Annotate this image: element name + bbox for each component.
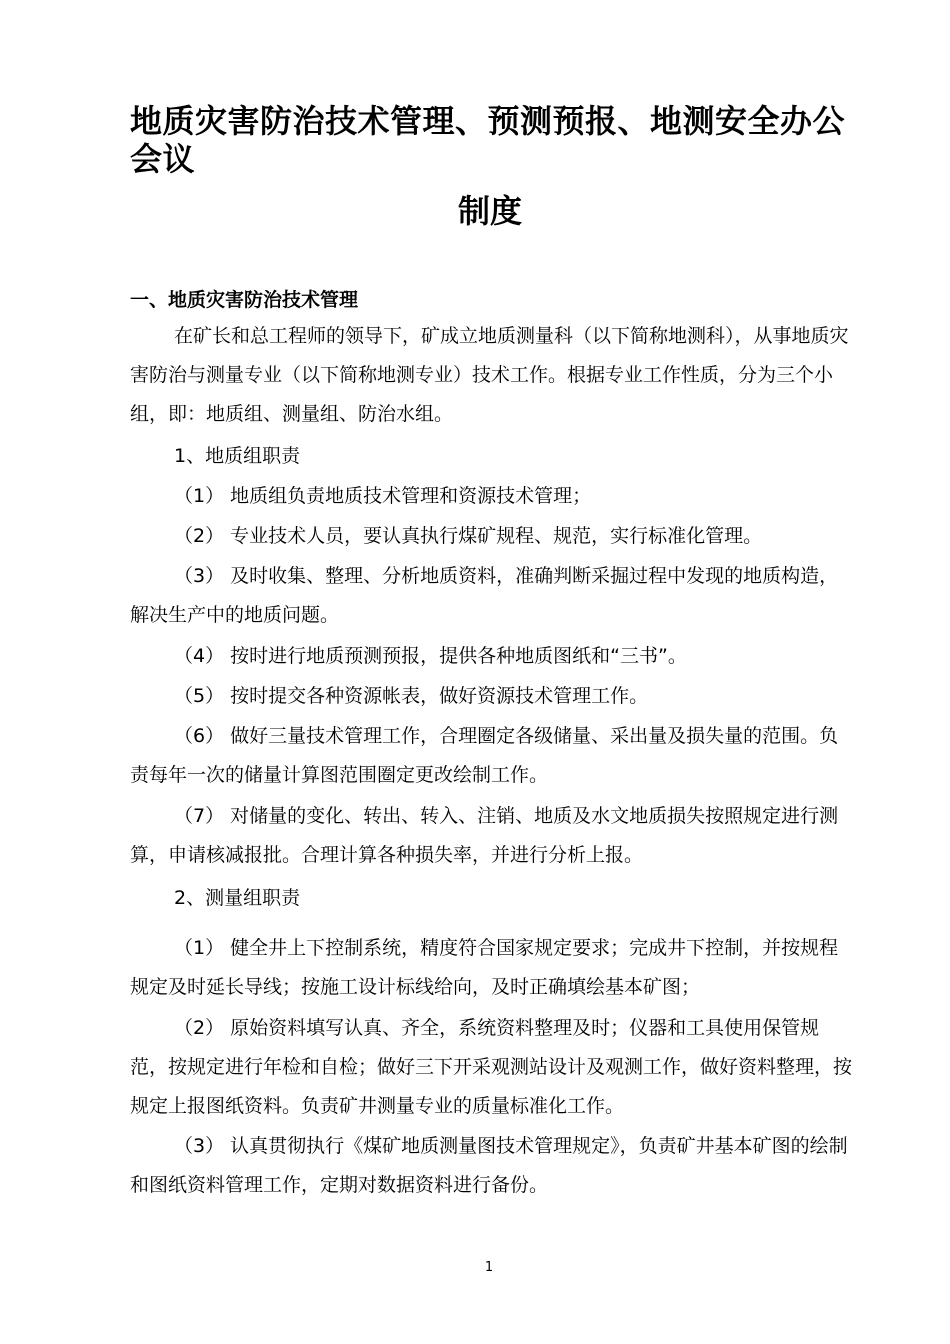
page-number: 1 bbox=[484, 1260, 494, 1275]
geology-item-7: （7） 对储量的变化、转出、转入、注销、地质及水文地质损失按照规定进行测算，申请核减报批。合理计算各种损失率，并进行分析上报。 bbox=[130, 805, 839, 866]
document-title: 地质灾害防治技术管理、预测预报、地测安全办公会议 bbox=[130, 102, 846, 178]
geology-item-4: （4） 按时进行地质预测预报，提供各种地质图纸和“三书”。 bbox=[174, 645, 687, 667]
geology-group-heading: 1、地质组职责 bbox=[174, 445, 301, 467]
geology-item-3: （3） 及时收集、整理、分析地质资料，准确判断采掘过程中发现的地质构造，解决生产中的地质问题。 bbox=[130, 565, 839, 626]
survey-item-1: （1） 健全井上下控制系统，精度符合国家规定要求；完成井下控制，并按规程规定及时延长导线；按施工设计标线给向，及时正确填绘基本矿图； bbox=[130, 937, 839, 998]
survey-item-2: （2） 原始资料填写认真、齐全，系统资料整理及时；仪器和工具使用保管规范，按规定进行年检和自检；做好三下开采观测站设计及观测工作，做好资料整理，按规定上报图纸资料。负责矿井测量专业的质量标准化工作。 bbox=[130, 1017, 853, 1117]
section-heading: 一、地质灾害防治技术管理 bbox=[130, 289, 359, 311]
geology-item-2: （2） 专业技术人员，要认真执行煤矿规程、规范，实行标准化管理。 bbox=[174, 525, 763, 547]
survey-group-heading: 2、测量组职责 bbox=[174, 887, 301, 909]
geology-item-5: （5） 按时提交各种资源帐表，做好资源技术管理工作。 bbox=[174, 685, 649, 707]
document-subtitle: 制度 bbox=[457, 192, 522, 230]
geology-item-6: （6） 做好三量技术管理工作，合理圈定各级储量、采出量及损失量的范围。负责每年一次的储量计算图范围圈定更改绘制工作。 bbox=[130, 725, 839, 786]
geology-item-1: （1） 地质组负责地质技术管理和资源技术管理； bbox=[174, 485, 592, 507]
intro-paragraph: 在矿长和总工程师的领导下，矿成立地质测量科（以下简称地测科），从事地质灾害防治与测量专业（以下简称地测专业）技术工作。根据专业工作性质，分为三个小组，即：地质组、测量组、防治水组。 bbox=[130, 325, 849, 425]
survey-item-3: （3） 认真贯彻执行《煤矿地质测量图技术管理规定》，负责矿井基本矿图的绘制和图纸资料管理工作，定期对数据资料进行备份。 bbox=[130, 1135, 848, 1196]
